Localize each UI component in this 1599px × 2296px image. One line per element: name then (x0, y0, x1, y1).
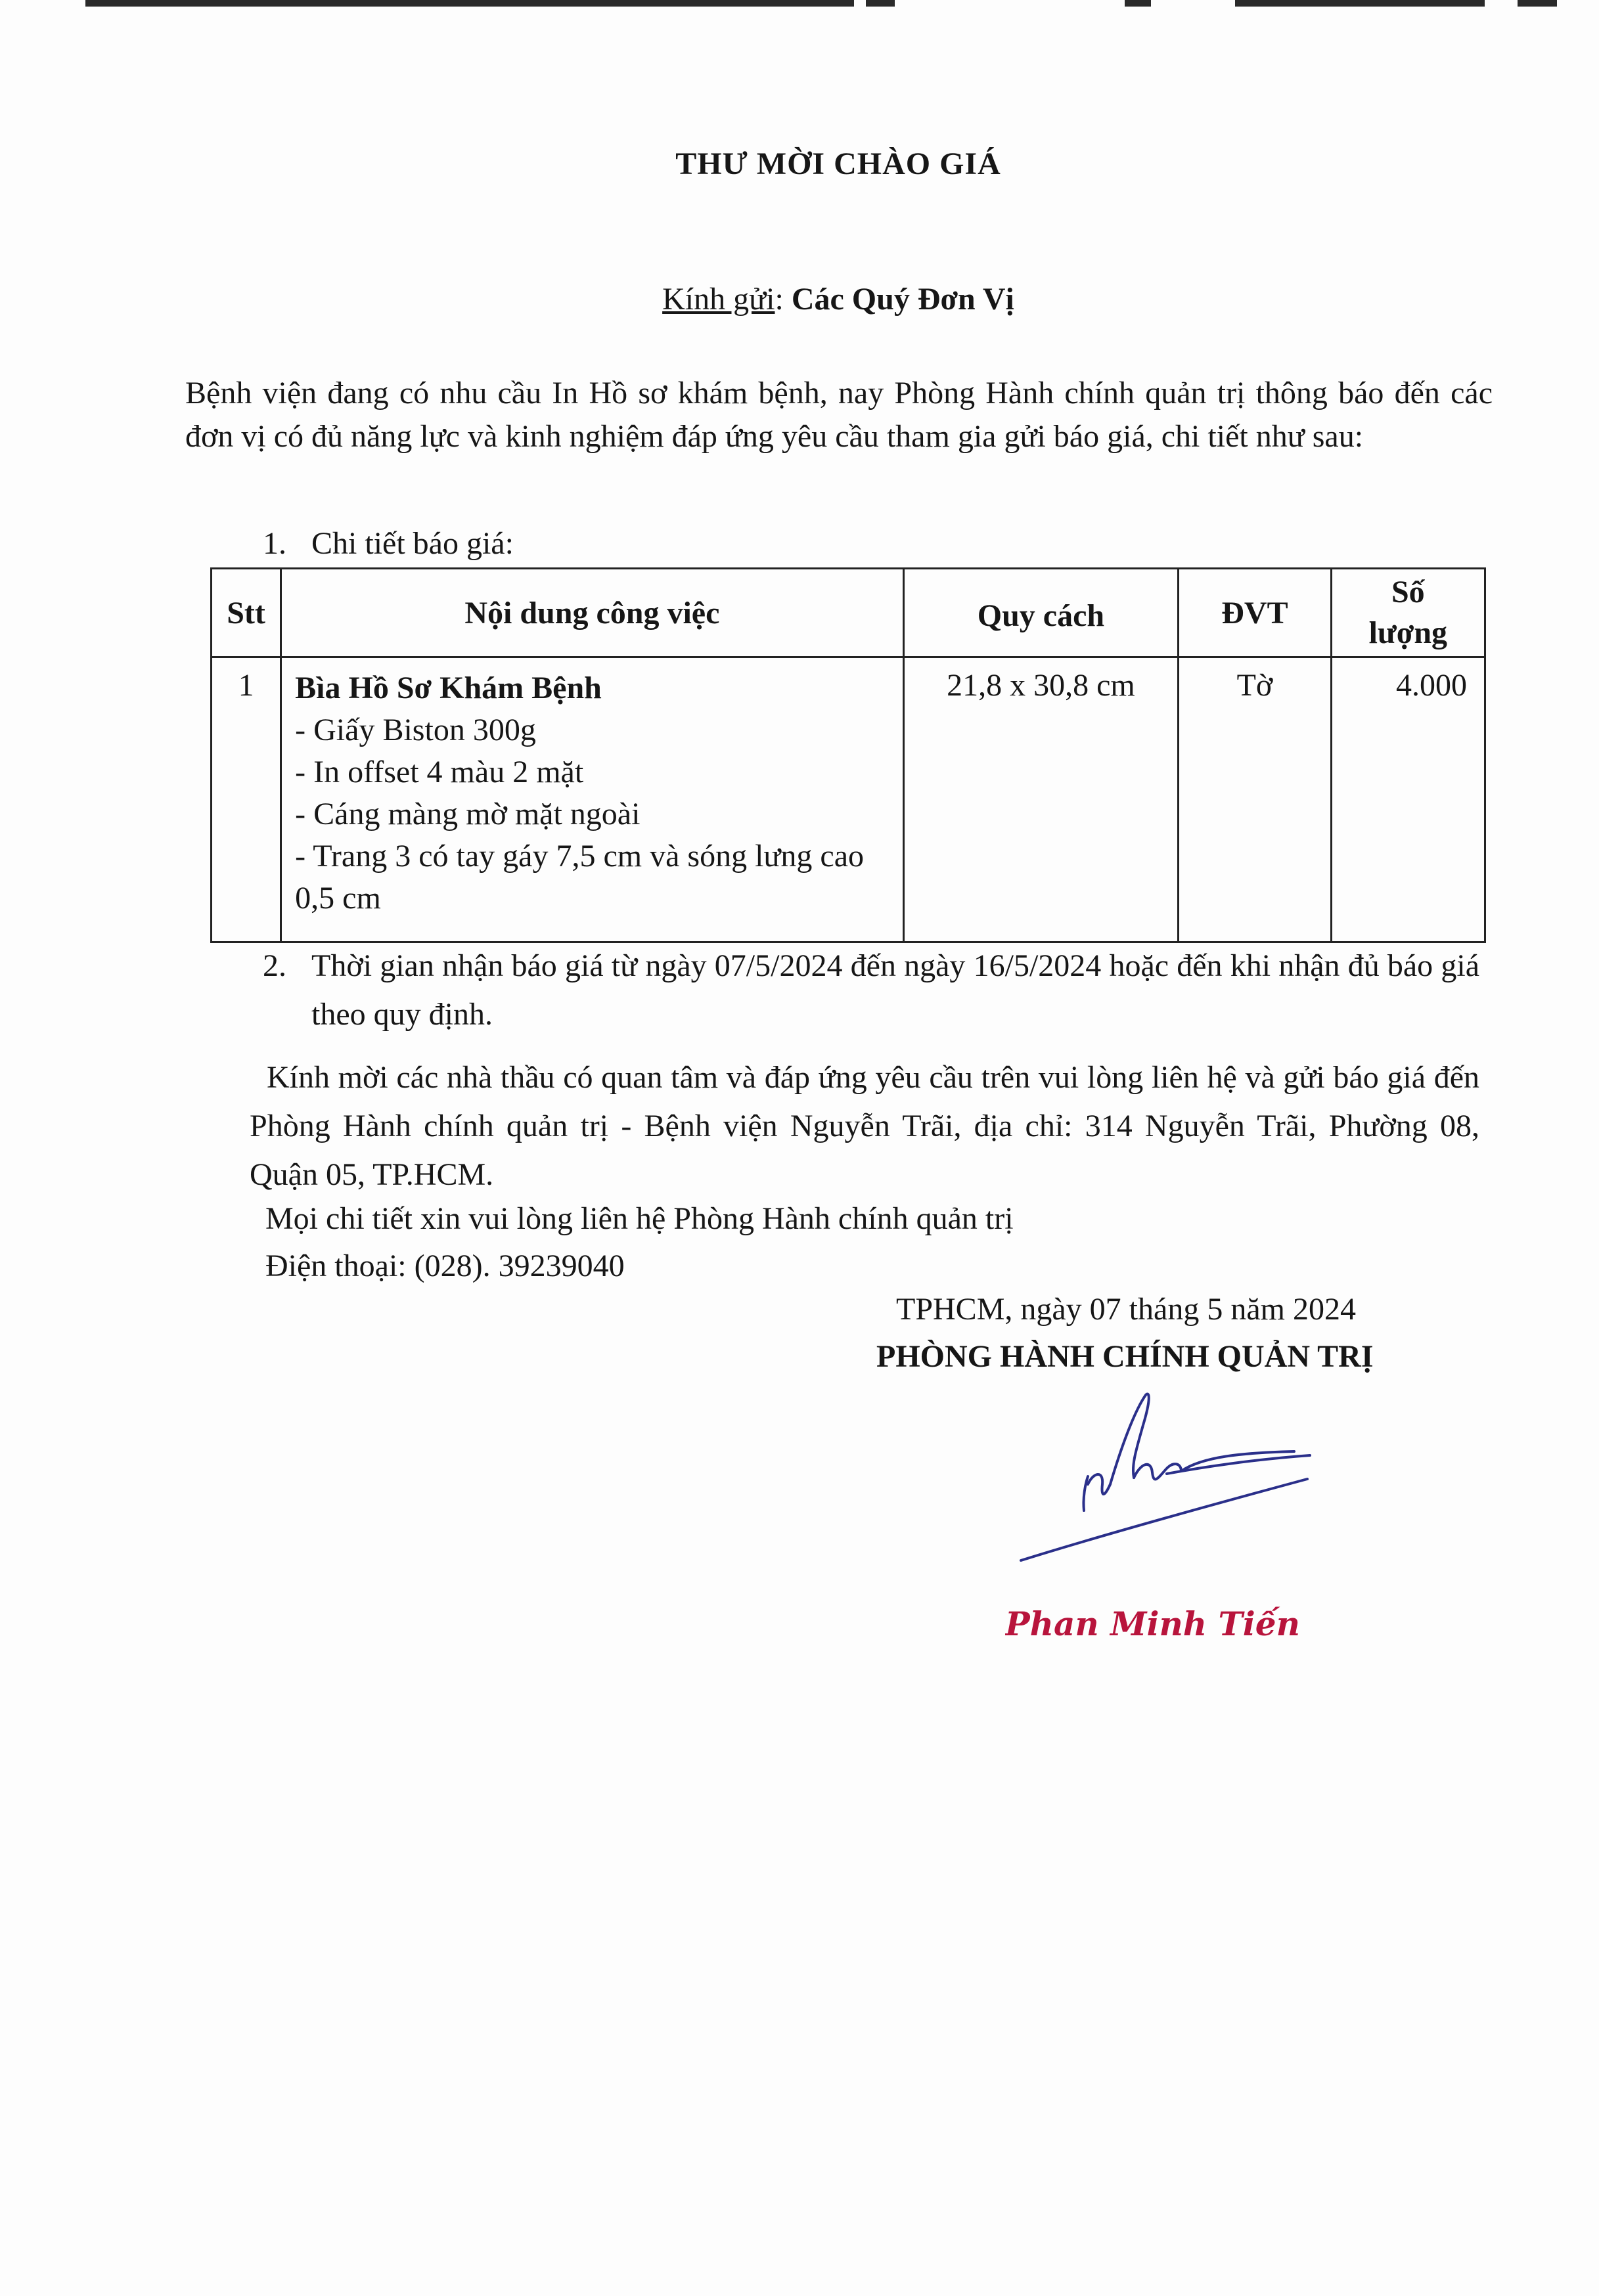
date-line: TPHCM, ngày 07 tháng 5 năm 2024 (896, 1292, 1356, 1327)
section-1-label: Chi tiết báo giá: (311, 526, 514, 561)
recipient-separator: : (775, 282, 792, 317)
item-detail: - Trang 3 có tay gáy 7,5 cm và sóng lưng cao 0,5 cm (295, 839, 865, 916)
recipient-name: Các Quý Đơn Vị (791, 282, 1014, 317)
signer-name-stamp (1005, 1581, 1307, 1660)
item-detail: - Giấy Biston 300g (295, 713, 536, 747)
section-1-heading (263, 525, 514, 562)
cell-unit: Tờ (1179, 657, 1331, 942)
header-stt: Stt (212, 569, 281, 657)
signer-name: Phan Minh Tiến (1005, 1604, 1300, 1643)
section-2 (263, 942, 1479, 1039)
header-qty-line2: lượng (1368, 615, 1448, 650)
scan-edge-mark (1518, 0, 1557, 7)
cell-spec: 21,8 x 30,8 cm (903, 657, 1179, 942)
section-2-number: 2. (263, 948, 286, 983)
item-detail: - Cáng màng mờ mặt ngoài (295, 797, 641, 831)
scan-edge-mark (1235, 0, 1485, 7)
cell-content (281, 657, 903, 942)
table-row (212, 657, 1485, 942)
recipient-label: Kính gửi (662, 282, 775, 317)
phone-line: Điện thoại: (028). 39239040 (265, 1248, 625, 1283)
quote-table (210, 567, 1486, 943)
document-title: THƯ MỜI CHÀO GIÁ (675, 146, 1001, 181)
header-unit: ĐVT (1179, 569, 1331, 657)
header-qty (1331, 569, 1485, 657)
item-title: Bìa Hồ Sơ Khám Bệnh (295, 671, 602, 705)
section-1-number: 1. (263, 526, 286, 561)
header-spec: Quy cách (903, 569, 1179, 657)
table-header-row (212, 569, 1485, 657)
section-2-text: Thời gian nhận báo giá từ ngày 07/5/2024 đến ngày 16/5/2024 hoặc đến khi nhận đủ báo giá theo quy định. (311, 948, 1479, 1032)
invitation-paragraph: Kính mời các nhà thầu có quan tâm và đáp ứng yêu cầu trên vui lòng liên hệ và gửi báo giá đến Phòng Hành chính quản trị - Bệnh viện Nguyễn Trãi, địa chỉ: 314 Nguyễn Trãi, Phường 08, Quận 05, TP.HCM. (250, 1060, 1479, 1192)
scan-edge-mark (1125, 0, 1151, 7)
scan-edge-mark (85, 0, 854, 7)
cell-stt: 1 (212, 657, 281, 942)
cell-qty: 4.000 (1331, 657, 1485, 942)
scan-edge-mark (866, 0, 895, 7)
department-name: PHÒNG HÀNH CHÍNH QUẢN TRỊ (876, 1339, 1374, 1374)
handwritten-signature (1005, 1386, 1320, 1596)
contact-line: Mọi chi tiết xin vui lòng liên hệ Phòng Hành chính quản trị (265, 1201, 1014, 1236)
recipient-line (0, 281, 1599, 317)
header-qty-line1: Số (1391, 575, 1425, 609)
item-detail: - In offset 4 màu 2 mặt (295, 755, 584, 789)
intro-paragraph: Bệnh viện đang có nhu cầu In Hồ sơ khám bệnh, nay Phòng Hành chính quản trị thông báo đến các đơn vị có đủ năng lực và kinh nghiệm đáp ứng yêu cầu tham gia gửi báo giá, chi tiết như sau: (185, 376, 1493, 454)
header-content: Nội dung công việc (281, 569, 903, 657)
